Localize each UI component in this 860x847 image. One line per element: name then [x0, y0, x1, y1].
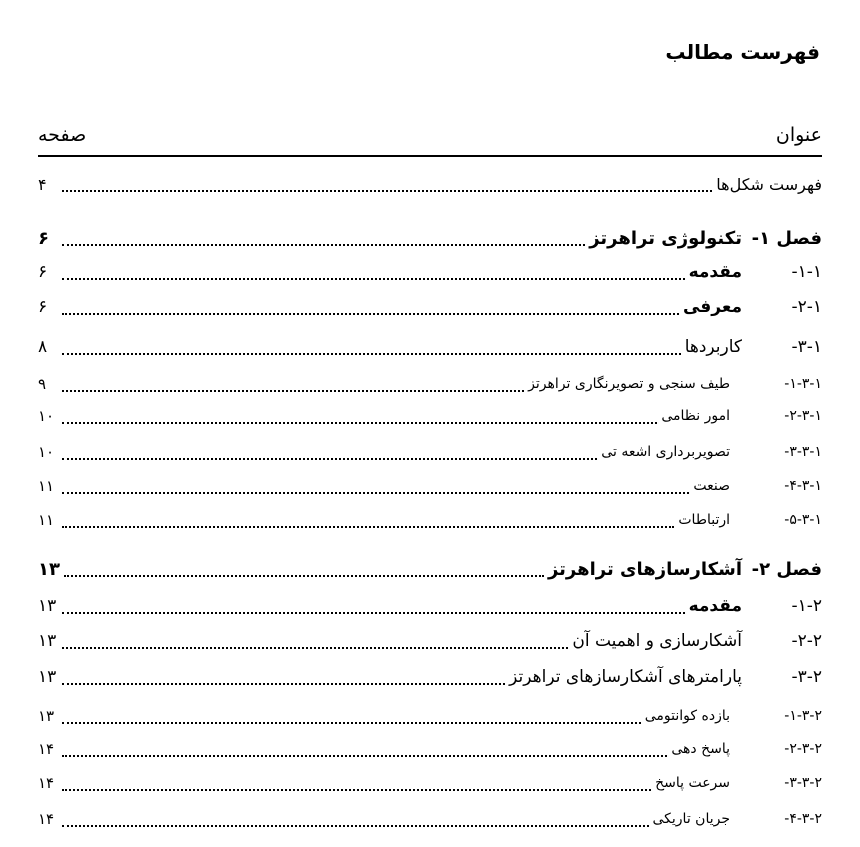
- toc-entry[interactable]: [38, 803, 822, 835]
- toc-entry-number: ۴-۳-۱-: [784, 478, 822, 494]
- toc-entry[interactable]: [38, 291, 822, 323]
- dot-leader: [62, 422, 657, 424]
- toc-entry-label: طیف سنجی و تصویرنگاری تراهرتز: [528, 376, 730, 392]
- toc-entry[interactable]: [38, 590, 822, 622]
- toc-entry-page: ۶: [38, 227, 49, 249]
- toc-entry-number: ۲-۳-۱-: [784, 408, 822, 424]
- toc-entry-label: جریان تاریکی: [652, 811, 730, 827]
- toc-entry-label: آشکارسازهای تراهرتز: [547, 558, 742, 580]
- toc-entry-number: ۱-۲-: [791, 596, 822, 616]
- toc-entry-label: پارامترهای آشکارسازهای تراهرتز: [509, 667, 742, 687]
- toc-entry-label: امور نظامی: [661, 408, 730, 424]
- toc-entry-number: ۴-۳-۲-: [784, 811, 822, 827]
- toc-entry-label: سرعت پاسخ: [655, 775, 730, 791]
- toc-entry-number: ۵-۳-۱-: [784, 512, 822, 528]
- toc-entry-page: ۹: [38, 375, 47, 393]
- dot-leader: [62, 612, 685, 614]
- toc-entry-number: ۲-۳-۲-: [784, 741, 822, 757]
- toc-entry-page: ۱۱: [38, 511, 55, 529]
- column-page-label: صفحه: [38, 124, 87, 146]
- toc-entry-label: کاربردها: [684, 337, 742, 357]
- toc-entry-label: ارتباطات: [678, 512, 730, 528]
- dot-leader: [62, 722, 641, 724]
- toc-entry-label: بازده کوانتومی: [644, 708, 730, 724]
- toc-entry-number: ۳-۳-۱-: [784, 444, 822, 460]
- toc-entry-page: ۱۳: [38, 596, 57, 616]
- dot-leader: [62, 683, 505, 685]
- toc-entry-label: معرفی: [682, 297, 742, 317]
- toc-entry-number: ۳-۳-۲-: [784, 775, 822, 791]
- toc-header: [38, 115, 822, 157]
- toc-entry-label: آشکارسازی و اهمیت آن: [572, 631, 742, 651]
- dot-leader: [62, 526, 674, 528]
- toc-entry[interactable]: [38, 368, 822, 400]
- dot-leader: [62, 353, 681, 355]
- toc-entry-number: ۲-۱-: [791, 297, 822, 317]
- toc-entry-page: ۱۳: [38, 631, 57, 651]
- toc-entry-page: ۱۳: [38, 707, 55, 725]
- toc-entry[interactable]: [38, 700, 822, 732]
- toc-entry[interactable]: [38, 400, 822, 432]
- column-title-label: عنوان: [775, 124, 822, 146]
- dot-leader: [62, 244, 585, 246]
- toc-entry-number: ۱-۳-۱-: [784, 376, 822, 392]
- toc-entry-number: ۱-۱-: [791, 262, 822, 282]
- toc-entry-page: ۱۳: [38, 558, 60, 580]
- toc-entry-page: ۱۴: [38, 740, 55, 758]
- toc-entry-label: فهرست شکل‌ها: [716, 174, 822, 194]
- toc-entry[interactable]: [38, 767, 822, 799]
- dot-leader: [62, 789, 651, 791]
- toc-entry[interactable]: [38, 331, 822, 363]
- toc-entry-page: ۱۰: [38, 407, 55, 425]
- toc-entry-page: ۱۰: [38, 443, 55, 461]
- toc-entry-page: ۶: [38, 262, 48, 282]
- dot-leader: [62, 647, 568, 649]
- toc-entry-number: ۲-۲-: [791, 631, 822, 651]
- toc-entry[interactable]: [38, 553, 822, 585]
- toc-entry[interactable]: [38, 733, 822, 765]
- dot-leader: [64, 575, 544, 577]
- dot-leader: [62, 190, 712, 192]
- toc-entry-number: ۳-۱-: [791, 337, 822, 357]
- toc-entry-page: ۸: [38, 337, 48, 357]
- dot-leader: [62, 492, 689, 494]
- toc-entry[interactable]: [38, 222, 822, 254]
- toc-entry-page: ۴: [38, 174, 47, 194]
- toc-entry[interactable]: [38, 436, 822, 468]
- toc-entry-label: مقدمه: [688, 262, 742, 282]
- toc-entry-label: مقدمه: [688, 596, 742, 616]
- dot-leader: [62, 278, 685, 280]
- toc-entry[interactable]: [38, 625, 822, 657]
- toc-entry-label: پاسخ دهی: [671, 741, 730, 757]
- toc-entry-number: ۳-۲-: [791, 667, 822, 687]
- toc-entry-label: تصویربرداری اشعه تی: [601, 444, 730, 460]
- toc-entry-label: صنعت: [693, 478, 730, 494]
- toc-entry[interactable]: [38, 470, 822, 502]
- toc-entry-number: فصل ۱-: [751, 227, 822, 249]
- page-title: فهرست مطالب: [665, 40, 820, 64]
- dot-leader: [62, 458, 597, 460]
- toc-entry-page: ۱۴: [38, 774, 55, 792]
- toc-entry[interactable]: [38, 168, 822, 200]
- toc-entry-page: ۱۱: [38, 477, 55, 495]
- toc-entry-page: ۱۳: [38, 667, 57, 687]
- toc-entry[interactable]: [38, 661, 822, 693]
- dot-leader: [62, 825, 649, 827]
- toc-entry-number: ۱-۳-۲-: [784, 708, 822, 724]
- dot-leader: [62, 755, 667, 757]
- toc-entry[interactable]: [38, 256, 822, 288]
- toc-entry-page: ۱۴: [38, 810, 55, 828]
- toc-entry-page: ۶: [38, 297, 48, 317]
- toc-entry-label: تکنولوژی تراهرتز: [589, 227, 742, 249]
- toc-entry-number: فصل ۲-: [751, 558, 822, 580]
- toc-entry[interactable]: [38, 504, 822, 536]
- dot-leader: [62, 313, 679, 315]
- dot-leader: [62, 390, 524, 392]
